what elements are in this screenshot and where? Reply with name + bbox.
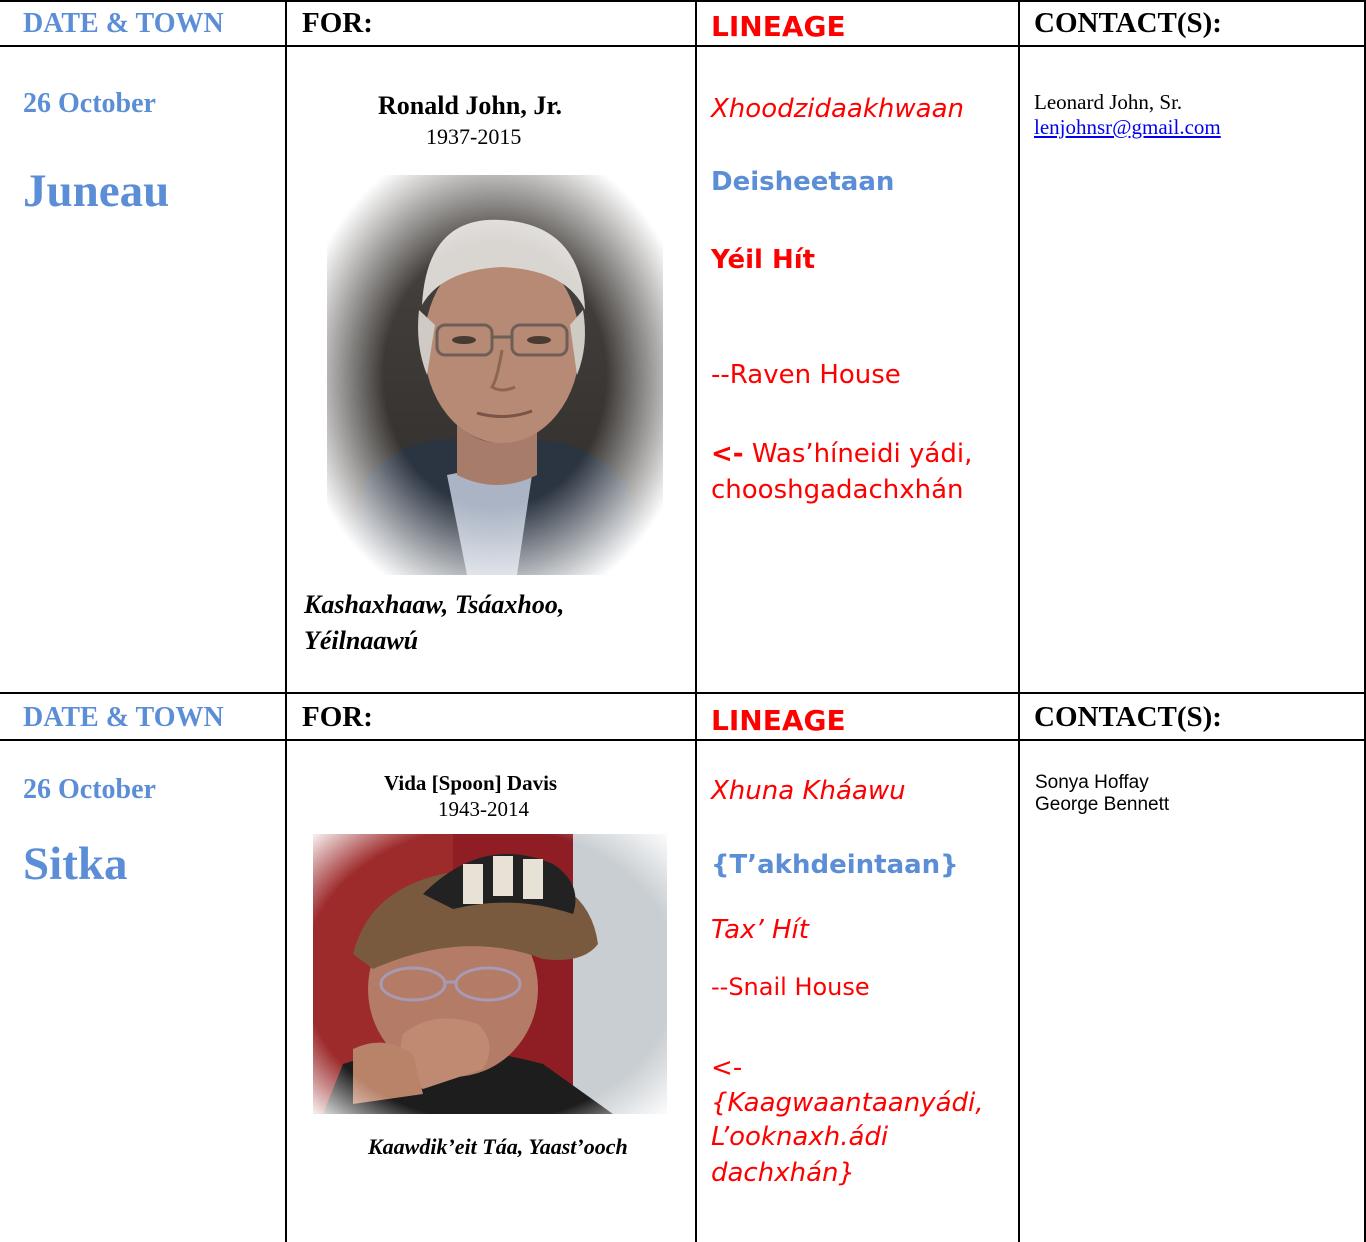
row2-contact-name-1: Sonya Hoffay bbox=[1035, 772, 1149, 793]
header-for: FOR: bbox=[302, 7, 373, 39]
row1-portrait-photo bbox=[327, 175, 663, 575]
row2-tlingit-names: Kaawdik’eit Táa, Yaast’ooch bbox=[368, 1134, 628, 1159]
row2-lineage-moiety: Xhuna Kháawu bbox=[711, 776, 906, 806]
row2-header-bottom-border bbox=[0, 739, 1366, 741]
row2-contact-name-2: George Bennett bbox=[1035, 794, 1170, 815]
header-contacts: CONTACT(S): bbox=[1034, 7, 1222, 39]
row1-contact-name: Leonard John, Sr. bbox=[1034, 90, 1183, 114]
col-divider-3 bbox=[1018, 0, 1020, 1242]
row1-name: Ronald John, Jr. bbox=[378, 91, 562, 120]
row1-date: 26 October bbox=[23, 88, 156, 119]
row1-bottom-border bbox=[0, 692, 1366, 694]
row1-tlingit-names-line1: Kashaxhaaw, Tsáaxhoo, bbox=[304, 590, 565, 619]
row1-town: Juneau bbox=[23, 165, 170, 217]
row2-lineage-child-of-line3: dachxhán} bbox=[711, 1158, 856, 1188]
row1-years: 1937-2015 bbox=[426, 124, 522, 149]
header-contacts-2: CONTACT(S): bbox=[1034, 701, 1222, 733]
row2-lineage-child-of-line2: L’ooknaxh.ádi bbox=[711, 1122, 889, 1152]
row2-lineage-house-english: --Snail House bbox=[711, 973, 870, 1001]
row1-header-bottom-border bbox=[0, 45, 1366, 47]
row2-date: 26 October bbox=[23, 774, 156, 805]
header-date-town: DATE & TOWN bbox=[23, 8, 224, 39]
row1-lineage-child-of-line2: chooshgadachxhán bbox=[711, 475, 964, 505]
header-for-2: FOR: bbox=[302, 701, 373, 733]
row1-lineage-child-of-text: Was’híneidi yádi, bbox=[743, 439, 973, 469]
row2-name: Vida [Spoon] Davis bbox=[384, 771, 558, 795]
row1-lineage-moiety: Xhoodzidaakhwaan bbox=[711, 94, 964, 124]
col-divider-1 bbox=[285, 0, 287, 1242]
row2-lineage-clan: {T’akhdeintaan} bbox=[711, 850, 959, 880]
row1-lineage-clan: Deisheetaan bbox=[711, 167, 895, 197]
row1-lineage-house-english: --Raven House bbox=[711, 360, 901, 390]
row1-lineage-child-of-line1 bbox=[711, 439, 972, 469]
table-top-border bbox=[0, 0, 1366, 2]
col-divider-2 bbox=[695, 0, 697, 1242]
row2-town: Sitka bbox=[23, 838, 128, 890]
row2-lineage-child-of-line1: {Kaagwaantaanyádi, bbox=[711, 1088, 984, 1118]
row2-portrait-photo bbox=[313, 834, 667, 1114]
row1-lineage-house: Yéil Hít bbox=[711, 245, 816, 275]
row1-lineage-arrow: <- bbox=[711, 439, 744, 469]
row1-contact-email-link[interactable]: lenjohnsr@gmail.com bbox=[1034, 115, 1221, 139]
header-lineage: LINEAGE bbox=[711, 10, 846, 43]
row1-tlingit-names-line2: Yéilnaawú bbox=[304, 626, 419, 655]
header-lineage-2: LINEAGE bbox=[711, 704, 846, 737]
row2-lineage-arrow: <- bbox=[711, 1053, 743, 1083]
row2-lineage-house: Tax’ Hít bbox=[711, 915, 809, 945]
row2-years: 1943-2014 bbox=[438, 797, 529, 821]
header-date-town-2: DATE & TOWN bbox=[23, 702, 224, 733]
